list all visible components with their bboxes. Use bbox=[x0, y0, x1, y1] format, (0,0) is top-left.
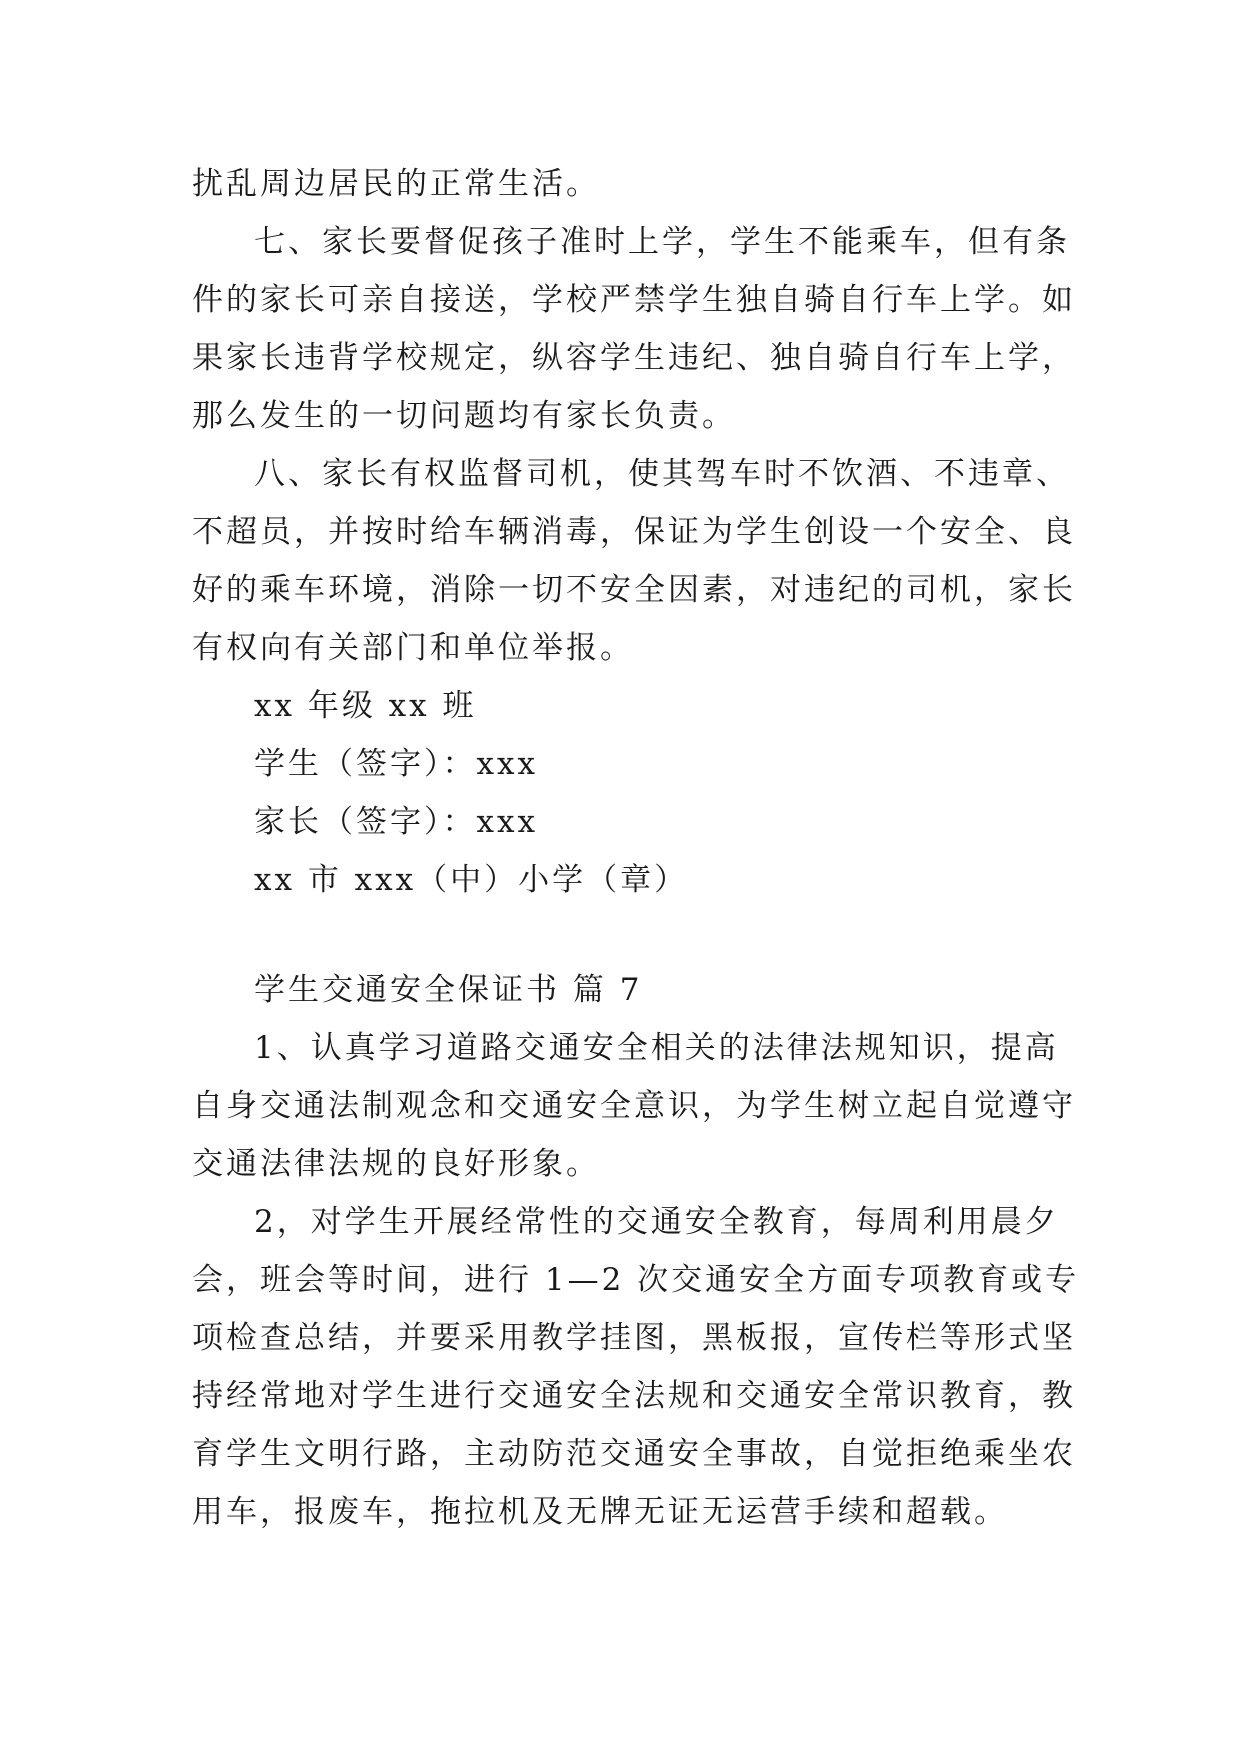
paragraph-line: 持经常地对学生进行交通安全法规和交通安全常识教育，教 bbox=[192, 1378, 1076, 1414]
paragraph-line: 扰乱周边居民的正常生活。 bbox=[192, 166, 600, 202]
paragraph-line: 自身交通法制观念和交通安全意识，为学生树立起自觉遵守 bbox=[192, 1088, 1076, 1124]
section-gap bbox=[192, 909, 1060, 961]
paragraph-line: 好的乘车环境，消除一切不安全因素，对违纪的司机，家长 bbox=[192, 572, 1076, 608]
document-body bbox=[192, 155, 1080, 1541]
parent-signature-line: 家长（签字）：xxx bbox=[254, 804, 538, 840]
paragraph-line: 件的家长可亲自接送，学校严禁学生独自骑自行车上学。如 bbox=[192, 282, 1076, 318]
school-seal-line: xx 市 xxx（中）小学（章） bbox=[254, 862, 689, 898]
paragraph-line: 七、家长要督促孩子准时上学，学生不能乘车，但有条 bbox=[254, 224, 1070, 260]
paragraph-line: 不超员，并按时给车辆消毒，保证为学生创设一个安全、良 bbox=[192, 514, 1076, 550]
paragraph-line: 1、认真学习道路交通安全相关的法律法规知识，提高 bbox=[254, 1030, 1059, 1066]
paragraph-line: 交通法律法规的良好形象。 bbox=[192, 1146, 600, 1182]
student-signature-line: 学生（签字）：xxx bbox=[254, 746, 538, 782]
paragraph-line: 会，班会等时间，进行 1—2 次交通安全方面专项教育或专 bbox=[192, 1262, 1080, 1298]
paragraph-line: 用车，报废车，拖拉机及无牌无证无运营手续和超载。 bbox=[192, 1494, 1008, 1530]
class-label: xx 年级 xx 班 bbox=[254, 688, 477, 724]
paragraph-line: 那么发生的一切问题均有家长负责。 bbox=[192, 398, 736, 434]
paragraph-line: 项检查总结，并要采用教学挂图，黑板报，宣传栏等形式坚 bbox=[192, 1320, 1076, 1356]
paragraph-line: 果家长违背学校规定，纵容学生违纪、独自骑自行车上学， bbox=[192, 340, 1076, 376]
section-title: 学生交通安全保证书 篇 7 bbox=[254, 972, 643, 1008]
paragraph-line: 育学生文明行路，主动防范交通安全事故，自觉拒绝乘坐农 bbox=[192, 1436, 1076, 1472]
paragraph-line: 有权向有关部门和单位举报。 bbox=[192, 630, 634, 666]
paragraph-line: 八、家长有权监督司机，使其驾车时不饮酒、不违章、 bbox=[254, 456, 1070, 492]
paragraph-line: 2，对学生开展经常性的交通安全教育，每周利用晨夕 bbox=[254, 1204, 1059, 1240]
